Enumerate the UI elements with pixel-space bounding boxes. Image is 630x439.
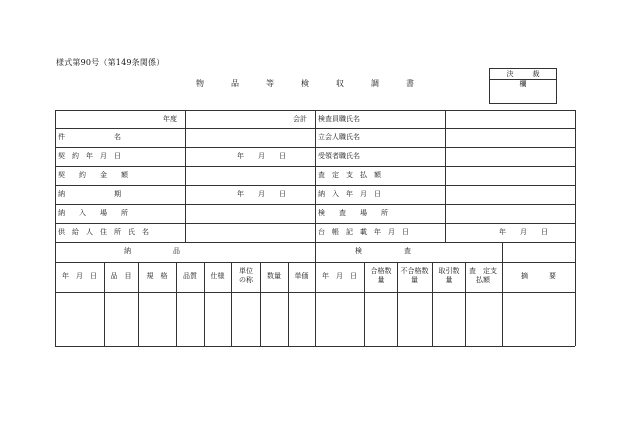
col-quantity: 数量 [267, 272, 281, 280]
label-receiver: 受領者職氏名 [318, 152, 360, 160]
label-ledger-date: 台 帳 記 載 年 月 日 [318, 228, 409, 236]
group-inspection: 検 査 [355, 247, 411, 255]
label-account: 会計 [293, 115, 307, 123]
col-item: 品 目 [110, 272, 132, 280]
col-remarks: 摘 要 [521, 272, 556, 280]
label-supplier: 供 給 人 住 所 氏 名 [58, 228, 149, 236]
col-delivery-date: 年 月 日 [62, 272, 97, 280]
ledger-date-value: 年 月 日 [499, 228, 548, 236]
delivery-deadline-value: 年 月 日 [237, 190, 286, 198]
label-inspector: 検査員職氏名 [318, 115, 360, 123]
document-title: 物 品 等 検 収 調 書 [196, 79, 424, 88]
col-transaction-quantity: 取引数量 [438, 267, 460, 284]
label-delivery-place: 納 入 場 所 [58, 209, 128, 217]
col-failed-quantity: 不合格数 量 [400, 267, 436, 284]
label-inspection-place: 検 査 場 所 [318, 209, 388, 217]
label-contract-date: 契 約 年 月 日 [58, 152, 121, 160]
col-assessed-payment: 査 定支払額 [469, 267, 497, 284]
approval-box-label: 決 裁 欄 [490, 69, 556, 80]
group-delivery: 納 品 [124, 247, 180, 255]
col-specification: 仕様 [210, 272, 225, 280]
label-subject: 件 名 [58, 133, 121, 141]
col-inspection-date: 年 月 日 [322, 272, 357, 280]
col-passed-quantity: 合格数量 [370, 267, 392, 284]
col-quality: 品質 [183, 272, 197, 280]
label-assessed-payment: 査 定 支 払 額 [318, 171, 381, 179]
col-unit-name: 単位の称 [239, 267, 253, 284]
label-delivery-deadline: 納 期 [58, 190, 121, 198]
col-unit-price: 単価 [294, 272, 309, 280]
label-delivery-date: 納 入 年 月 日 [318, 190, 381, 198]
contract-date-value: 年 月 日 [237, 152, 286, 160]
label-contract-amount: 契 約 金 額 [58, 171, 128, 179]
form-number: 様式第90号（第149条関係） [56, 58, 165, 67]
col-spec: 規 格 [146, 272, 168, 280]
label-witness: 立会人職氏名 [318, 133, 360, 141]
label-fiscal-year: 年度 [163, 115, 177, 123]
